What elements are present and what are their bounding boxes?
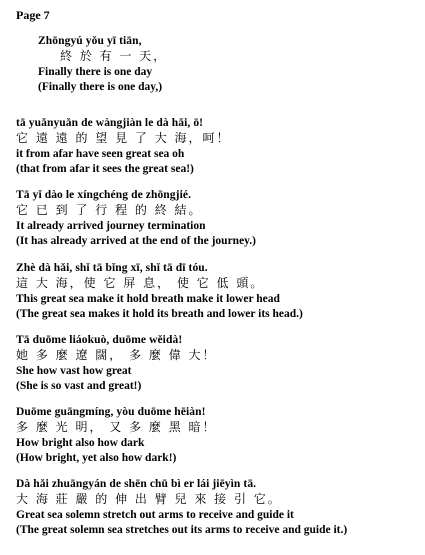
- translation-line: (How bright, yet also how dark!): [16, 452, 177, 464]
- gloss-line: It already arrived journey termination: [16, 220, 206, 232]
- translation-line: (The great sea makes it hold its breath and lower its head.): [16, 308, 303, 320]
- chinese-line: 多 麼 光 明， 又 多 麼 黑 暗！: [16, 420, 217, 434]
- translation-line: (The great solemn sea stretches out its arms to receive and guide it.): [16, 524, 348, 536]
- gloss-line: Finally there is one day: [38, 66, 153, 78]
- pinyin-line: tā yuǎnyuǎn de wàngjiàn le dà hǎi, ō!: [16, 117, 204, 129]
- gloss-line: This great sea make it hold breath make it lower head: [16, 293, 280, 305]
- translation-line: (that from afar it sees the great sea!): [16, 163, 194, 175]
- translation-line: (She is so vast and great!): [16, 380, 142, 392]
- pinyin-line: Duōme guāngmíng, yòu duōme hēiàn!: [16, 406, 206, 418]
- gloss-line: How bright also how dark: [16, 437, 145, 449]
- chinese-line: 它 遠 遠 的 望 見 了 大 海，呵！: [16, 131, 231, 145]
- chinese-line: 大 海 莊 嚴 的 伸 出 臂 兒 來 接 引 它。: [16, 492, 282, 506]
- pinyin-line: Zhōngyú yǒu yī tiān,: [38, 35, 142, 47]
- pinyin-line: Tā duōme liáokuò, duōme wěidà!: [16, 334, 183, 346]
- translation-line: (Finally there is one day,): [38, 81, 163, 93]
- translation-line: (It has already arrived at the end of the journey.): [16, 235, 256, 247]
- chinese-line: 它 已 到 了 行 程 的 終 結。: [16, 203, 203, 217]
- pinyin-line: Zhè dà hǎi, shǐ tā bǐng xī, shǐ tā dī tóu.: [16, 262, 208, 274]
- chinese-line: 她 多 麼 遼 闊， 多 麼 偉 大！: [16, 348, 217, 362]
- gloss-line: it from afar have seen great sea oh: [16, 148, 185, 160]
- gloss-line: She how vast how great: [16, 365, 132, 377]
- gloss-line: Great sea solemn stretch out arms to receive and guide it: [16, 509, 294, 521]
- chinese-line: 這 大 海，使 它 屏 息， 使 它 低 頭。: [16, 276, 265, 290]
- page-label: Page 7: [16, 8, 50, 22]
- pinyin-line: Tā yǐ dào le xíngchéng de zhōngjié.: [16, 189, 192, 201]
- pinyin-line: Dà hǎi zhuāngyán de shēn chū bì er lái jiēyìn tā.: [16, 478, 257, 490]
- chinese-line: 終 於 有 一 天，: [60, 49, 168, 63]
